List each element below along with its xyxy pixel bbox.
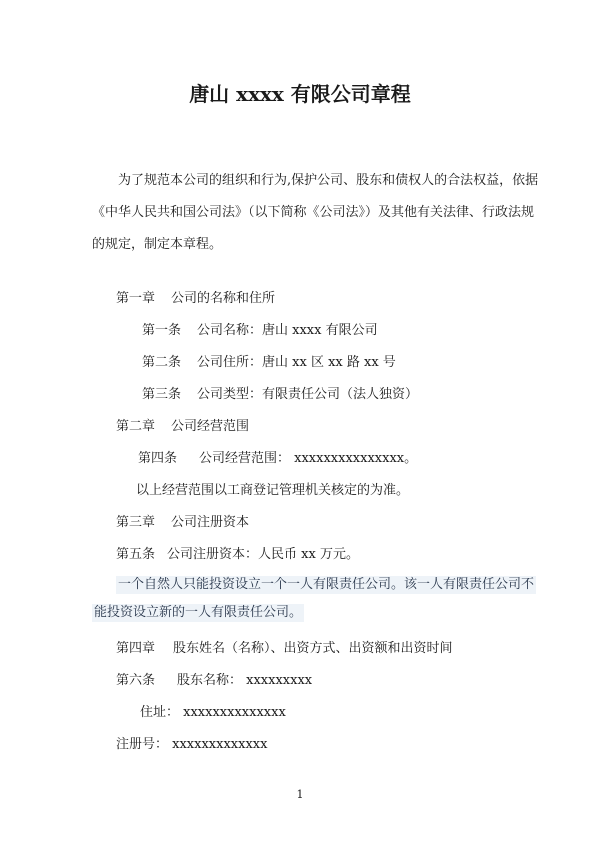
chapter-1-heading [116,290,275,308]
highlighted-note-line-1: 一个自然人只能投资设立一个一人有限责任公司。该一人有限责任公司不 [118,577,535,592]
chapter-4-number: 第四章 [116,641,156,656]
scope-note: 以上经营范围以工商登记管理机关核定的为准。 [136,483,410,498]
article-6 [116,672,312,690]
chapter-3-number: 第三章 [116,515,156,530]
article-2-text: 公司住所：唐山 xx 区 xx 路 xx 号 [197,355,396,370]
article-1-text: 公司名称：唐山 xxxx 有限公司 [197,323,378,338]
registration-number: 注册号： xxxxxxxxxxxxx [116,737,268,752]
chapter-2-number: 第二章 [116,419,156,434]
article-5-text: 公司注册资本：人民币 xx 万元。 [167,547,359,562]
preamble-line-1: 为了规范本公司的组织和行为,保护公司、股东和债权人的合法权益，依据 [118,173,539,188]
article-4 [138,450,417,468]
article-2-number: 第二条 [142,355,182,370]
document-title: 唐山 xxxx 有限公司章程 [189,82,411,106]
chapter-3-title: 公司注册资本 [171,515,250,530]
chapter-2-title: 公司经营范围 [171,419,250,434]
preamble-line-3: 的规定，制定本章程。 [92,237,223,252]
chapter-2-heading [116,418,249,436]
article-3 [142,386,418,404]
article-6-text: 股东名称： xxxxxxxxx [177,673,313,688]
article-6-number: 第六条 [116,673,156,688]
article-1-number: 第一条 [142,323,182,338]
article-2 [142,354,396,372]
article-1 [142,322,378,340]
chapter-1-title: 公司的名称和住所 [171,291,276,306]
article-4-text: 公司经营范围： xxxxxxxxxxxxxxx。 [199,451,418,466]
article-5 [116,546,359,564]
highlighted-note-line-2: 能投资设立新的一人有限责任公司。 [94,605,303,620]
article-4-number: 第四条 [138,451,178,466]
article-3-text: 公司类型：有限责任公司（法人独资） [197,387,419,402]
preamble-line-2: 《中华人民共和国公司法》（以下简称《公司法》）及其他有关法律、行政法规 [92,205,535,220]
shareholder-address: 住址： xxxxxxxxxxxxxx [140,705,286,720]
chapter-4-title: 股东姓名（名称）、出资方式、出资额和出资时间 [173,641,453,656]
chapter-3-heading [116,514,249,532]
chapter-1-number: 第一章 [116,291,156,306]
article-3-number: 第三条 [142,387,182,402]
page-number: 1 [296,788,304,801]
article-5-number: 第五条 [116,547,156,562]
chapter-4-heading [116,640,453,658]
